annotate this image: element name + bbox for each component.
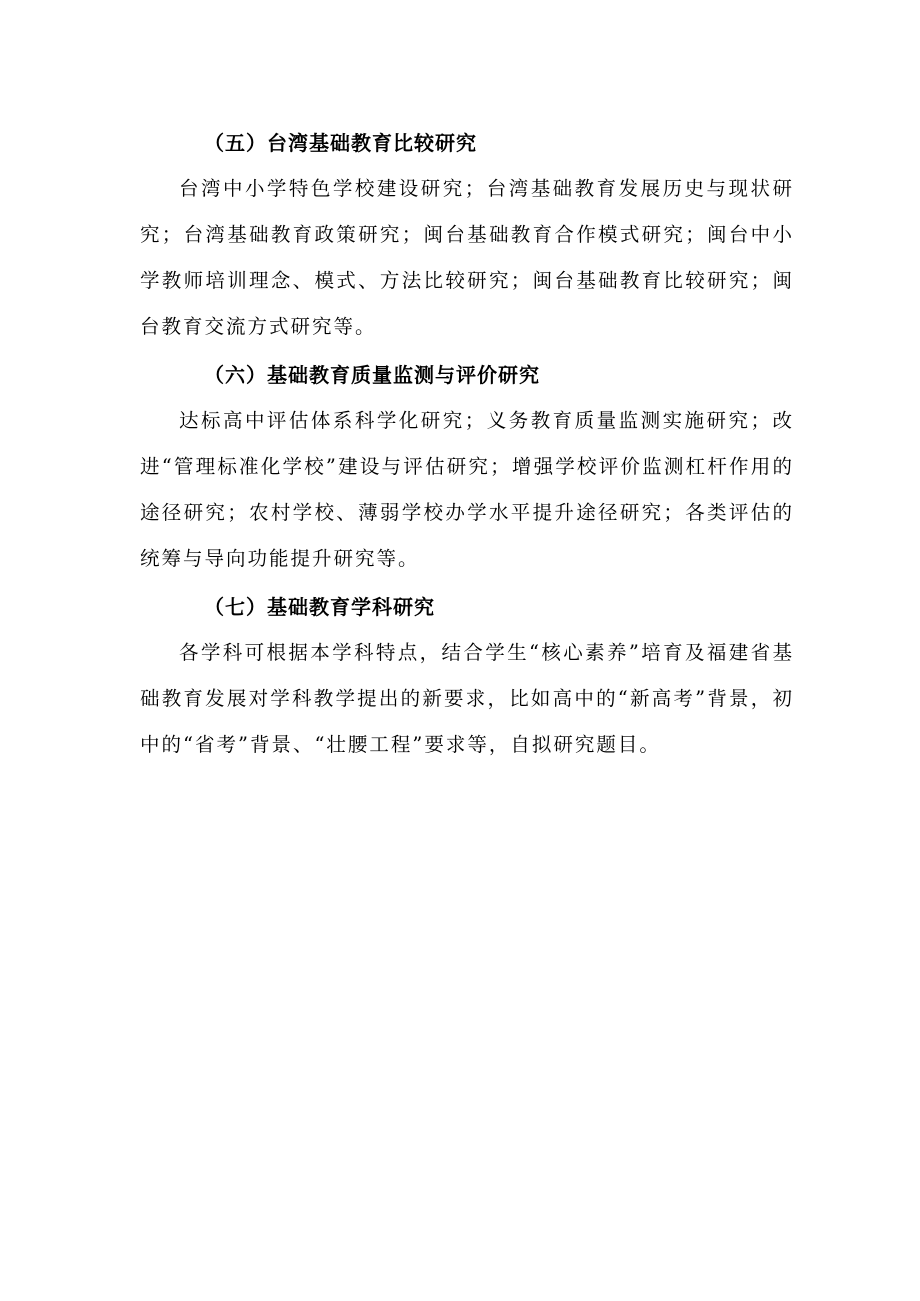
section-6-body: 达标高中评估体系科学化研究；义务教育质量监测实施研究；改进“管理标准化学校”建设与评估研究；增强学校评价监测杠杆作用的途径研究；农村学校、薄弱学校办学水平提升途径研究；各类评估的统筹与导向功能提升研究等。 xyxy=(140,409,794,570)
section-7-heading: （七）基础教育学科研究 xyxy=(204,595,435,619)
section-7-body: 各学科可根据本学科特点，结合学生“核心素养”培育及福建省基础教育发展对学科教学提出的新要求，比如高中的“新高考”背景，初中的“省考”背景、“壮腰工程”要求等，自拟研究题目。 xyxy=(140,641,794,756)
section-6-heading: （六）基础教育质量监测与评价研究 xyxy=(204,363,540,387)
section-5-body: 台湾中小学特色学校建设研究；台湾基础教育发展历史与现状研究；台湾基础教育政策研究；闽台基础教育合作模式研究；闽台中小学教师培训理念、模式、方法比较研究；闽台基础教育比较研究；闽台教育交流方式研究等。 xyxy=(140,177,794,338)
section-5-heading: （五）台湾基础教育比较研究 xyxy=(204,131,477,155)
